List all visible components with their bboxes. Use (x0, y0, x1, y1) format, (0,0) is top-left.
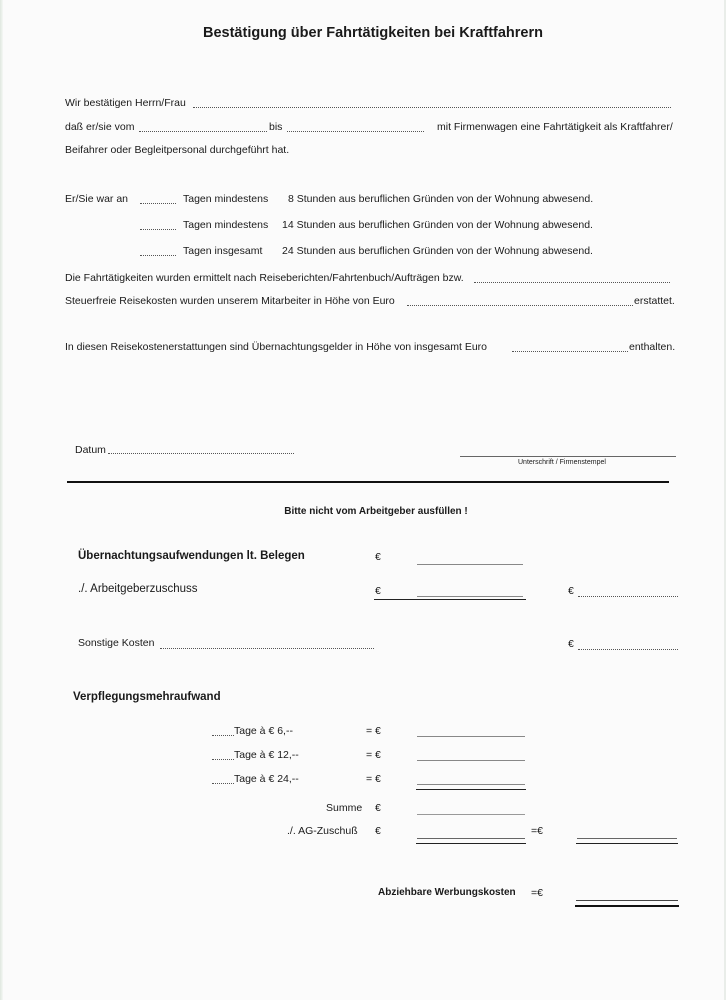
euro-sign: € (375, 551, 381, 563)
firmenwagen-label: mit Firmenwagen eine Fahrtätigkeit als Kraftfahrer/ (437, 121, 673, 133)
euro-sign: € (375, 825, 381, 837)
tage-24-amount-field[interactable] (417, 784, 525, 785)
tage-24-count-field[interactable] (212, 783, 234, 784)
sonstige-kosten-amount-field[interactable] (578, 649, 678, 650)
signature-line[interactable] (460, 456, 676, 457)
summe-field[interactable] (417, 814, 525, 815)
euro-sign: € (568, 585, 574, 597)
unterschrift-label: Unterschrift / Firmenstempel (518, 459, 606, 466)
tagen-insgesamt-label: Tagen insgesamt (183, 245, 263, 257)
uebernachtung-amount-field[interactable] (512, 351, 628, 352)
ag-zuschuss-underline (416, 843, 526, 844)
eq-euro-12: = € (366, 749, 381, 761)
section-divider (67, 481, 669, 483)
uebernachtung-field[interactable] (417, 564, 523, 565)
sonstige-kosten-label: Sonstige Kosten (78, 637, 155, 649)
tage-6-amount-field[interactable] (417, 736, 525, 737)
uebernachtung-text-label: In diesen Reisekostenerstattungen sind Übernachtungsgelder in Höhe von insgesamt Euro (65, 341, 488, 353)
tage-12-count-field[interactable] (212, 759, 234, 760)
werbungskosten-total-underline (575, 905, 679, 907)
hours-8-label: 8 Stunden aus beruflichen Gründen von der Wohnung abwesend. (288, 193, 594, 205)
subtotal-underline (374, 599, 526, 600)
werbungskosten-total-field[interactable] (576, 900, 678, 901)
tage-6-count-field[interactable] (212, 735, 234, 736)
datum-field[interactable] (108, 453, 294, 454)
date-from-field[interactable] (139, 131, 267, 132)
document-title: Bestätigung über Fahrtätigkeiten bei Kraftfahrern (203, 25, 543, 41)
name-field[interactable] (193, 107, 671, 108)
ag-zuschuss-field[interactable] (417, 838, 525, 839)
datum-label: Datum (75, 444, 106, 456)
tage-12-label: Tage à € 12,-- (234, 749, 299, 761)
days-8h-field[interactable] (140, 203, 176, 204)
eq-euro-total: =€ (531, 887, 543, 899)
tage-6-label: Tage à € 6,-- (234, 725, 293, 737)
ermittelt-label: Die Fahrtätigkeiten wurden ermittelt nach Reiseberichten/Fahrtenbuch/Aufträgen bzw. (65, 272, 464, 284)
tagen-mindestens-14-label: Tagen mindestens (183, 219, 269, 231)
steuerfrei-label: Steuerfreie Reisekosten wurden unserem Mitarbeiter in Höhe von Euro (65, 295, 395, 307)
sonstige-kosten-desc-field[interactable] (160, 648, 374, 649)
euro-sign: € (375, 585, 381, 597)
scan-edge-left (0, 0, 3, 1000)
uebernachtungsaufwendungen-label: Übernachtungsaufwendungen lt. Belegen (78, 550, 305, 562)
arbeitgeberzuschuss-label: ./. Arbeitgeberzuschuss (78, 583, 198, 595)
ermittelt-field[interactable] (474, 282, 670, 283)
bitte-nicht-ausfuellen: Bitte nicht vom Arbeitgeber ausfüllen ! (284, 506, 468, 517)
uebernachtung-result-field[interactable] (578, 596, 678, 597)
days-24h-field[interactable] (140, 255, 176, 256)
euro-sign: € (375, 802, 381, 814)
tage-12-amount-field[interactable] (417, 760, 525, 761)
hours-14-label: 14 Stunden aus beruflichen Gründen von der Wohnung abwesend. (282, 219, 593, 231)
beifahrer-label: Beifahrer oder Begleitpersonal durchgeführt hat. (65, 144, 290, 156)
verpflegung-result-underline (576, 843, 678, 844)
erstattet-label: erstattet. (634, 295, 675, 307)
dass-vom-label: daß er/sie vom (65, 121, 135, 133)
date-to-field[interactable] (287, 131, 424, 132)
verpflegung-result-field[interactable] (577, 838, 677, 839)
summe-label: Summe (326, 802, 363, 814)
eq-euro-ag: =€ (531, 825, 543, 837)
enthalten-label: enthalten. (629, 341, 676, 353)
steuerfrei-amount-field[interactable] (407, 305, 633, 306)
tage-24-label: Tage à € 24,-- (234, 773, 299, 785)
hours-24-label: 24 Stunden aus beruflichen Gründen von der Wohnung abwesend. (282, 245, 593, 257)
verpflegung-sum-underline (416, 789, 526, 790)
bis-label: bis (269, 121, 283, 133)
tagen-mindestens-8-label: Tagen mindestens (183, 193, 269, 205)
verpflegung-label: Verpflegungsmehraufwand (73, 691, 221, 703)
er-sie-war-an-label: Er/Sie war an (65, 193, 129, 205)
ag-zuschuss-label: ./. AG-Zuschuß (287, 825, 358, 837)
eq-euro-6: = € (366, 725, 381, 737)
euro-sign: € (568, 638, 574, 650)
eq-euro-24: = € (366, 773, 381, 785)
days-14h-field[interactable] (140, 229, 176, 230)
abziehbare-werbungskosten-label: Abziehbare Werbungskosten (378, 887, 516, 898)
arbeitgeberzuschuss-field[interactable] (417, 596, 523, 597)
confirm-label: Wir bestätigen Herrn/Frau (65, 97, 186, 109)
